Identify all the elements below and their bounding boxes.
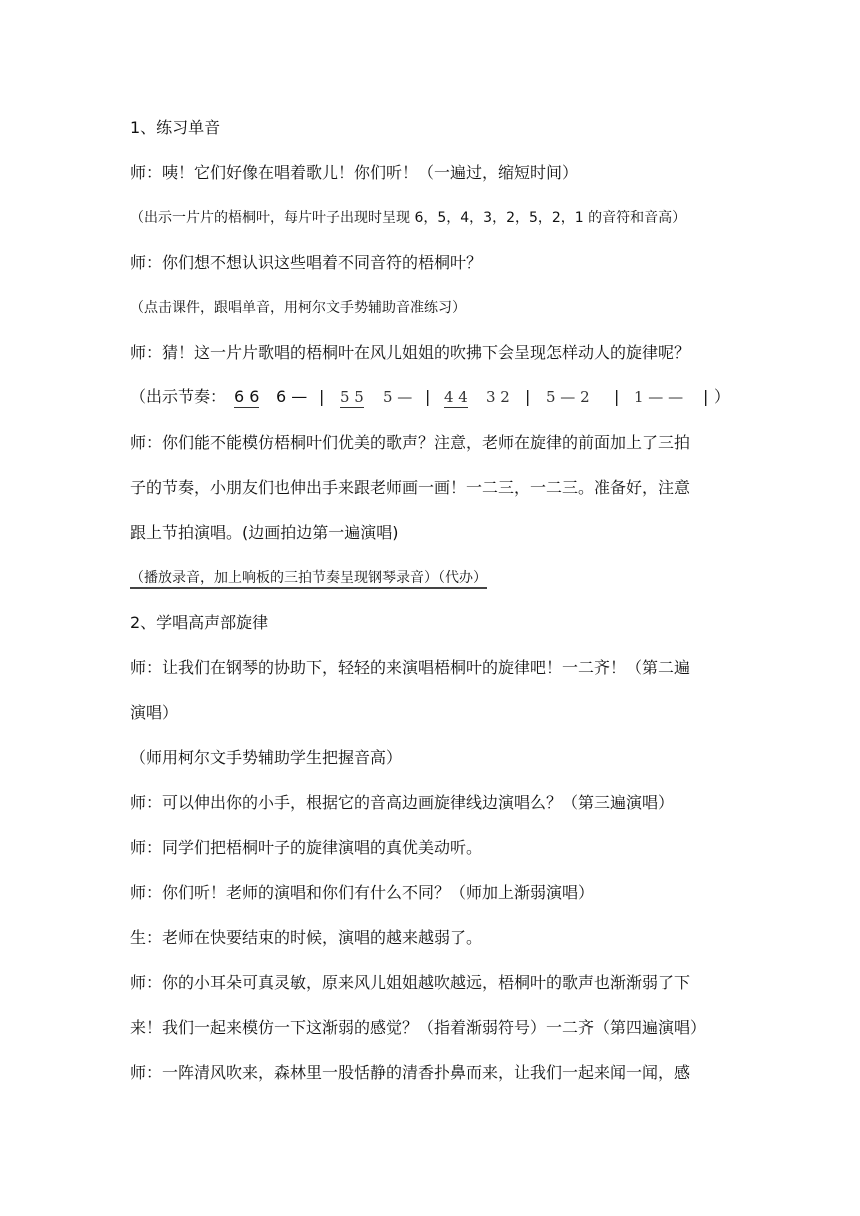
stage-direction-underlined: [130, 568, 487, 588]
teacher-line: 师：让我们在钢琴的协助下，轻轻的来演唱梧桐叶的旋律吧！一二齐！（第二遍: [130, 658, 691, 677]
rhythm-measure-3-eighths: 4 4: [444, 388, 468, 406]
rhythm-prefix: （出示节奏：: [130, 387, 227, 406]
section-heading-1: 1、练习单音: [130, 118, 221, 137]
teacher-line: 师：同学们把梧桐叶子的旋律演唱的真优美动听。: [130, 838, 483, 857]
stage-direction: （点击课件，跟唱单音，用柯尔文手势辅助音准练习）: [130, 300, 466, 316]
rhythm-measure-1-rest: 6 —: [276, 387, 308, 406]
stage-direction-text: （播放录音，加上响板的三拍节奏呈现钢琴录音）（代办）: [130, 570, 487, 589]
teacher-line: 师：你们能不能模仿梧桐叶们优美的歌声？注意，老师在旋律的前面加上了三拍: [130, 433, 691, 452]
teacher-line: 师：可以伸出你的小手，根据它的音高边画旋律线边演唱么？（第三遍演唱）: [130, 793, 675, 812]
teacher-line: 师：你的小耳朵可真灵敏，原来风儿姐姐越吹越远，梧桐叶的歌声也渐渐弱了下: [130, 973, 691, 992]
teacher-line-continued: 来！我们一起来模仿一下这渐弱的感觉？（指着渐弱符号）一二齐（第四遍演唱）: [130, 1018, 707, 1037]
rhythm-measure-2-rest: 5 —: [383, 388, 413, 406]
teacher-line-continued: 演唱）: [130, 703, 179, 722]
teacher-line: 师：你们听！老师的演唱和你们有什么不同？（师加上渐弱演唱）: [130, 883, 595, 902]
rhythm-measure-2-eighths: 5 5: [340, 388, 364, 406]
teacher-line: 师：猜！这一片片歌唱的梧桐叶在风儿姐姐的吹拂下会呈现怎样动人的旋律呢？: [130, 343, 691, 362]
rhythm-measure-4: 5 — 2: [546, 388, 590, 406]
teacher-line: 师：一阵清风吹来，森林里一股恬静的清香扑鼻而来，让我们一起来闻一闻，感: [130, 1063, 691, 1082]
section-heading-2: 2、学唱高声部旋律: [130, 613, 269, 632]
rhythm-measure-3-rest: 3 2: [486, 388, 510, 406]
stage-direction: （师用柯尔文手势辅助学生把握音高）: [130, 748, 403, 767]
rhythm-barline: |: [319, 387, 325, 406]
rhythm-barline: |: [614, 387, 620, 406]
rhythm-barline: |: [425, 387, 431, 406]
student-line: 生：老师在快要结束的时候，演唱的越来越弱了。: [130, 928, 483, 947]
rhythm-barline: |: [525, 387, 531, 406]
teacher-line-continued: 跟上节拍演唱。(边画拍边第一遍演唱): [130, 523, 399, 542]
teacher-line-continued: 子的节奏，小朋友们也伸出手来跟老师画一画！一二三，一二三。准备好，注意: [130, 478, 691, 497]
teacher-line: 师：咦！它们好像在唱着歌儿！你们听！（一遍过，缩短时间）: [130, 163, 579, 182]
rhythm-measure-5: 1 — —: [634, 388, 684, 406]
rhythm-measure-1-eighths: 6 6: [234, 387, 260, 406]
stage-direction: （出示一片片的梧桐叶，每片叶子出现时呈现 6，5，4，3，2，5，2，1 的音符和音高）: [130, 210, 687, 226]
teacher-line: 师：你们想不想认识这些唱着不同音符的梧桐叶？: [130, 253, 483, 272]
rhythm-end-barline: |: [703, 387, 709, 406]
rhythm-suffix: ）: [714, 387, 731, 406]
